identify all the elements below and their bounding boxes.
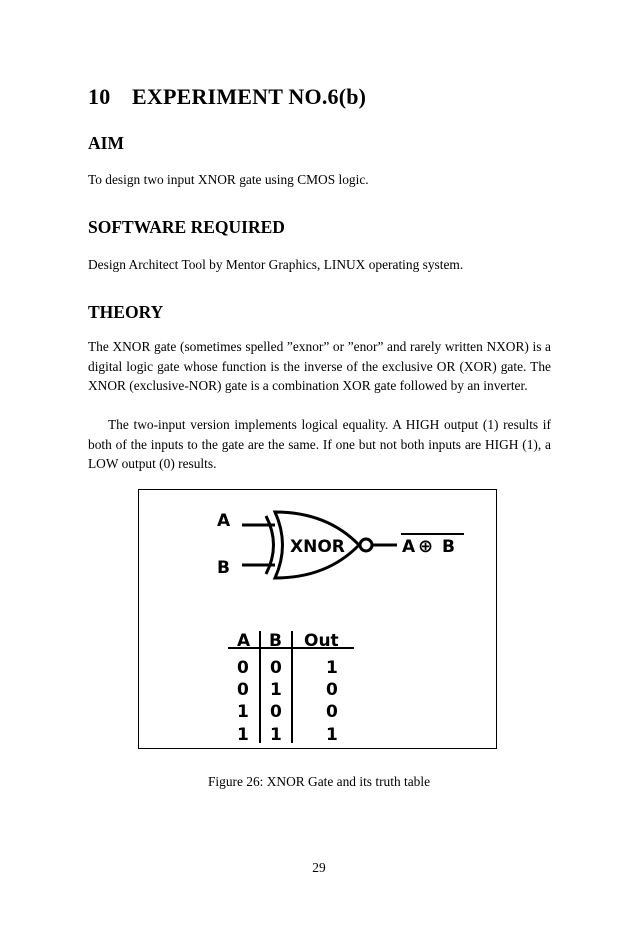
xnor-figure <box>138 489 497 749</box>
aim-heading: AIM <box>88 133 124 153</box>
table-cell: 0 <box>270 702 282 722</box>
table-cell: 0 <box>326 680 338 700</box>
theory-heading: THEORY <box>88 302 164 322</box>
table-cell: 1 <box>326 658 338 678</box>
input-b-label: B <box>217 558 230 578</box>
table-cell: 0 <box>326 702 338 722</box>
output-expression-right: B <box>442 537 455 557</box>
page-number: 29 <box>312 860 326 875</box>
table-row <box>237 658 338 678</box>
theory-paragraph-1: The XNOR gate (sometimes spelled ”exnor” or ”enor” and rarely written NXOR) is a digital logic gate whose function is the inverse of the exclusive OR (XOR) gate. The XNOR (exclusive-NOR) gate is a combination XOR gate followed by an inverter. <box>88 339 551 393</box>
figure-caption: Figure 26: XNOR Gate and its truth table <box>207 774 431 789</box>
software-heading: SOFTWARE REQUIRED <box>88 217 285 237</box>
table-cell: 0 <box>237 658 249 678</box>
inverter-bubble <box>360 539 372 551</box>
xnor-figure-graphic <box>139 490 498 750</box>
chapter-title: EXPERIMENT NO.6(b) <box>132 84 367 109</box>
gate-label: XNOR <box>290 537 345 557</box>
table-row <box>237 680 338 700</box>
table-cell: 1 <box>326 725 338 745</box>
table-row <box>237 725 338 745</box>
software-text: Design Architect Tool by Mentor Graphics, LINUX operating system. <box>88 257 464 272</box>
chapter-number: 10 <box>88 84 111 109</box>
input-a-label: A <box>217 511 231 531</box>
xor-operator-symbol: ⊕ <box>418 536 434 557</box>
aim-text: To design two input XNOR gate using CMOS logic. <box>88 172 369 187</box>
table-cell: 1 <box>237 702 249 722</box>
table-cell: 1 <box>270 725 282 745</box>
table-row <box>237 702 338 722</box>
theory-paragraph-2: The two-input version implements logical equality. A HIGH output (1) results if both of the inputs to the gate are the same. If one but not both inputs are HIGH (1), a LOW output (0) results. <box>88 417 551 471</box>
table-cell: 1 <box>237 725 249 745</box>
truth-table-header: A <box>237 631 251 651</box>
table-cell: 0 <box>237 680 249 700</box>
table-cell: 0 <box>270 658 282 678</box>
truth-table <box>228 631 354 745</box>
chapter-heading <box>88 84 366 110</box>
table-cell: 1 <box>270 680 282 700</box>
truth-table-header: Out <box>304 631 339 651</box>
truth-table-header: B <box>269 631 282 651</box>
output-expression-left: A <box>402 537 416 557</box>
